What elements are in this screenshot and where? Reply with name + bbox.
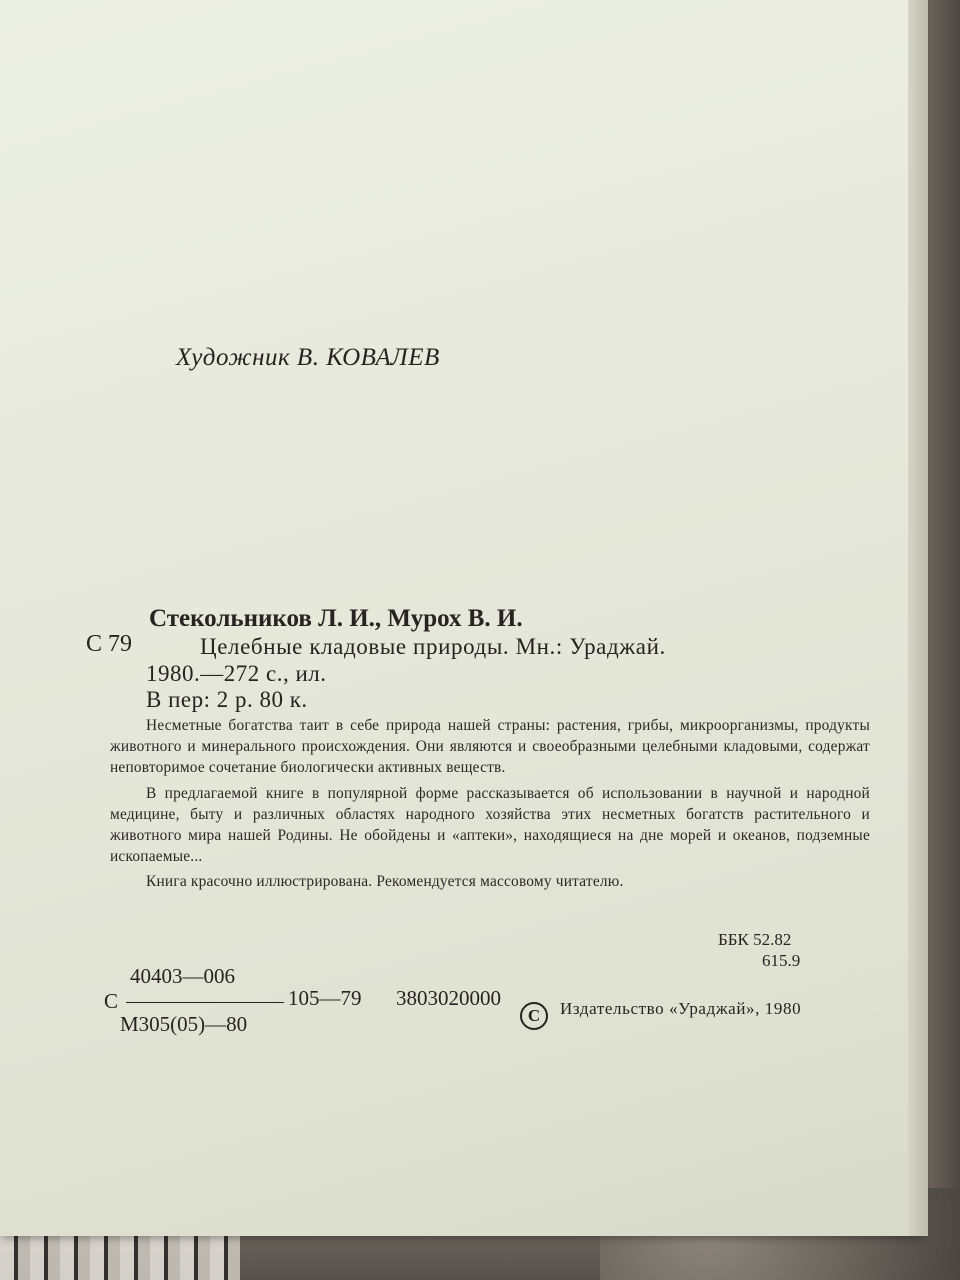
index-numerator: 40403—006 xyxy=(130,964,235,988)
index-denominator: М305(05)—80 xyxy=(120,1012,248,1036)
abstract xyxy=(110,715,870,897)
copyright-icon: C xyxy=(520,1002,548,1030)
index-fraction-line xyxy=(126,1002,284,1003)
artist-credit: Художник В. КОВАЛЕВ xyxy=(176,344,440,371)
index-number: 3803020000 xyxy=(396,986,501,1010)
catalog-pages: 1980.—272 с., ил. xyxy=(146,661,327,686)
copyright-publisher: Издательство «Ураджай», 1980 xyxy=(560,999,802,1018)
catalog-authors: Стекольников Л. И., Мурох В. И. xyxy=(149,605,523,632)
index-middle: 105—79 xyxy=(288,986,362,1010)
bbk-code: ББК 52.82 xyxy=(718,930,792,949)
abstract-paragraph: В предлагаемой книге в популярной форме рассказывается об использовании в научной и народной медицине, быту и различных областях народного хозяйства этих несметных богатств растительного и животного мира нашей Родины. Не обойдены и «аптеки», находящиеся на дне морей и океанов, подземные ископаемые... xyxy=(110,784,870,866)
background-book-spines xyxy=(0,1236,240,1280)
catalog-price: В пер: 2 р. 80 к. xyxy=(146,687,308,712)
catalog-title: Целебные кладовые природы. Мн.: Ураджай. xyxy=(200,634,666,659)
abstract-paragraph: Книга красочно иллюстрирована. Рекомендуется массовому читателю. xyxy=(146,873,624,891)
index-letter: С xyxy=(104,989,119,1013)
udc-code: 615.9 xyxy=(762,951,801,970)
abstract-paragraph: Несметные богатства таит в себе природа нашей страны: растения, грибы, микроорганизмы, продукты животного и минерального происхождения. Они являются и своеобразными целебными кладовыми, содержат неповторимое сочетание биологически активных веществ. xyxy=(110,717,870,777)
page-edge xyxy=(908,0,928,1236)
catalog-code: С 79 xyxy=(86,631,133,657)
